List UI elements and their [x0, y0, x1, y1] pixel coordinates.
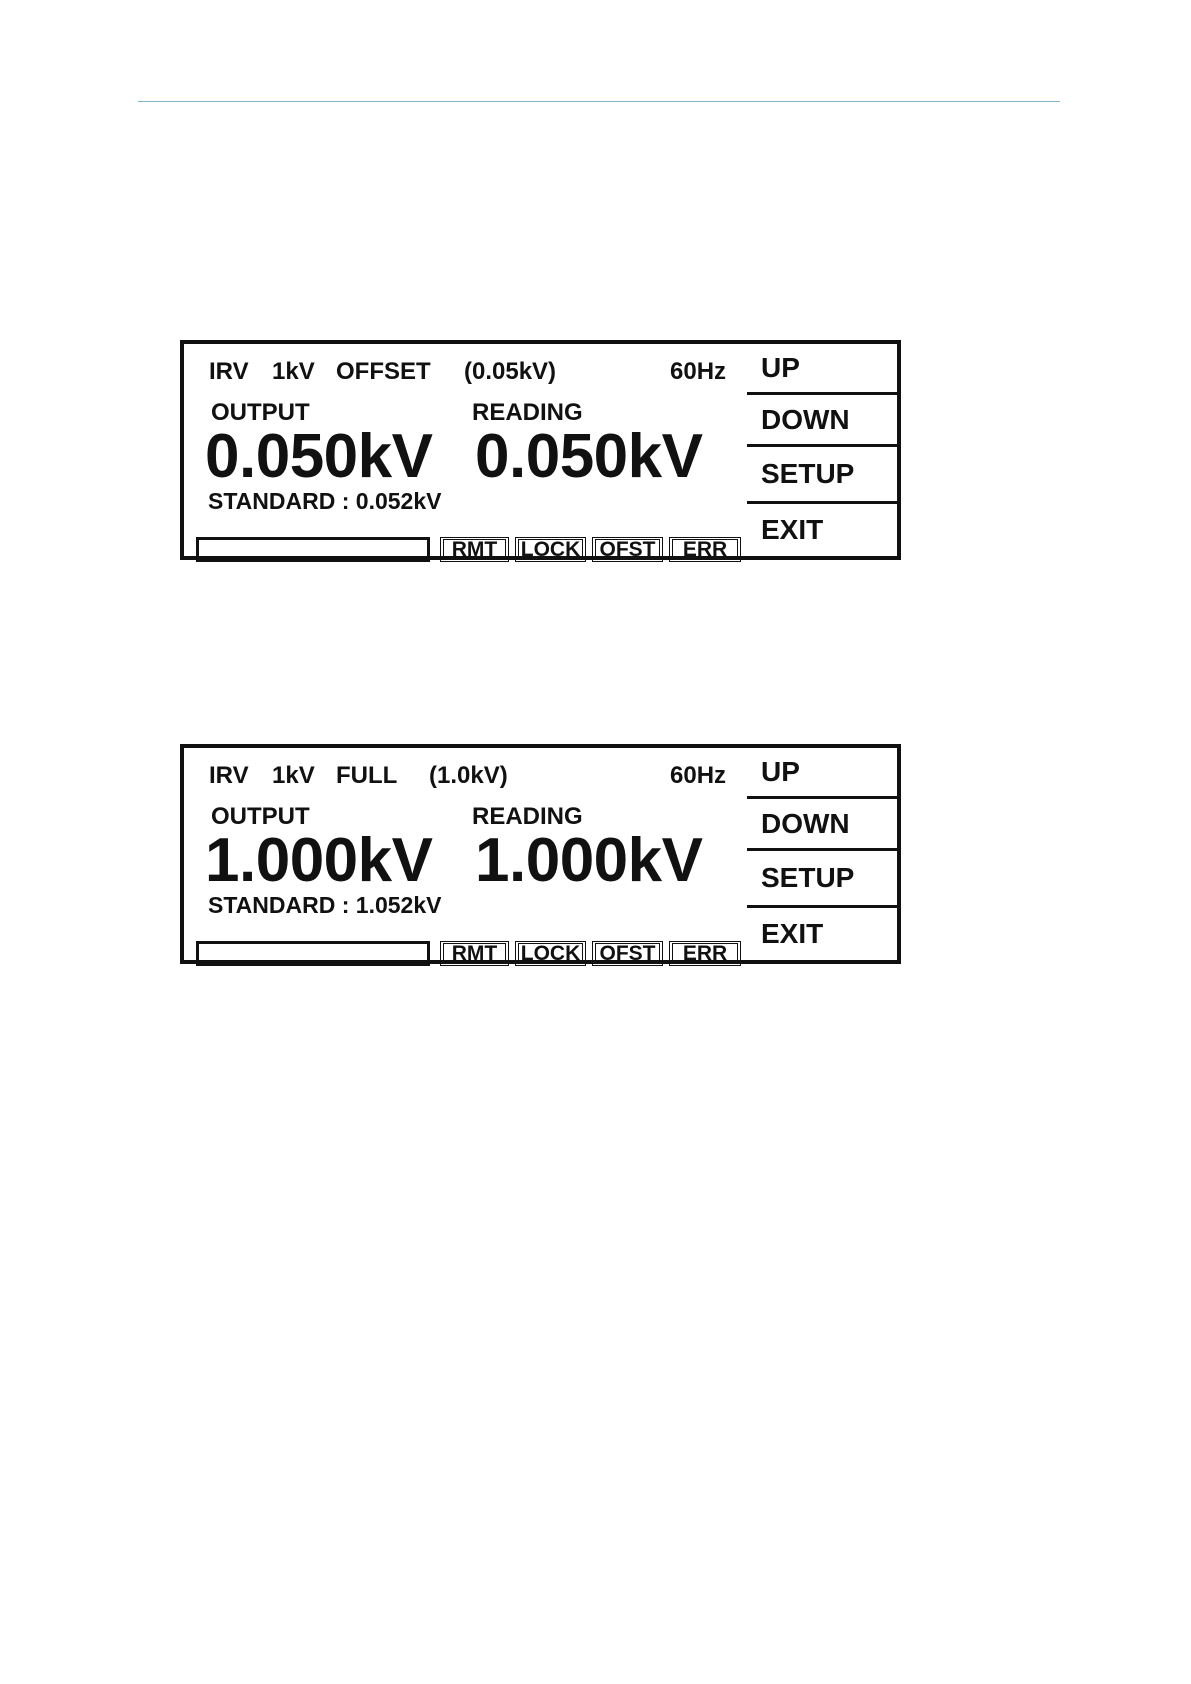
output-label: OUTPUT	[211, 399, 310, 426]
frequency-label: 60Hz	[670, 762, 727, 789]
indicator-err: ERR	[669, 537, 741, 562]
page-header-rule	[138, 101, 1060, 102]
indicator-lock: LOCK	[515, 537, 586, 562]
indicator-rmt: RMT	[440, 941, 509, 966]
indicator-ofst: OFST	[592, 941, 663, 966]
frequency-label: 60Hz	[670, 358, 727, 385]
reading-value: 1.000kV	[475, 826, 703, 895]
output-value: 0.050kV	[205, 422, 433, 491]
output-label: OUTPUT	[211, 803, 310, 830]
cal-point-label: OFFSET	[336, 358, 431, 385]
lcd-screen-offset	[180, 340, 901, 560]
range-label: 1kV	[272, 358, 315, 385]
softkey-up[interactable]: UP	[747, 344, 901, 395]
range-label: 1kV	[272, 762, 315, 789]
mode-label: IRV	[209, 762, 249, 789]
softkey-down[interactable]: DOWN	[747, 799, 901, 851]
softkey-panel	[747, 748, 901, 960]
indicator-lock: LOCK	[515, 941, 586, 966]
output-value: 1.000kV	[205, 826, 433, 895]
mode-label: IRV	[209, 358, 249, 385]
standard-value: STANDARD : 1.052kV	[208, 892, 442, 918]
message-box	[196, 537, 430, 562]
softkey-setup[interactable]: SETUP	[747, 447, 901, 504]
softkey-up[interactable]: UP	[747, 748, 901, 799]
lcd-screen-full	[180, 744, 901, 964]
standard-value: STANDARD : 0.052kV	[208, 488, 442, 514]
softkey-down[interactable]: DOWN	[747, 395, 901, 447]
reading-label: READING	[472, 803, 583, 830]
softkey-exit[interactable]: EXIT	[761, 918, 824, 949]
softkey-setup[interactable]: SETUP	[747, 851, 901, 908]
reading-value: 0.050kV	[475, 422, 703, 491]
cal-value-label: (1.0kV)	[429, 762, 508, 789]
message-box	[196, 941, 430, 966]
cal-value-label: (0.05kV)	[464, 358, 557, 385]
softkey-exit[interactable]: EXIT	[761, 514, 824, 545]
reading-label: READING	[472, 399, 583, 426]
indicator-rmt: RMT	[440, 537, 509, 562]
softkey-panel	[747, 344, 901, 556]
indicator-err: ERR	[669, 941, 741, 966]
indicator-ofst: OFST	[592, 537, 663, 562]
cal-point-label: FULL	[336, 762, 398, 789]
